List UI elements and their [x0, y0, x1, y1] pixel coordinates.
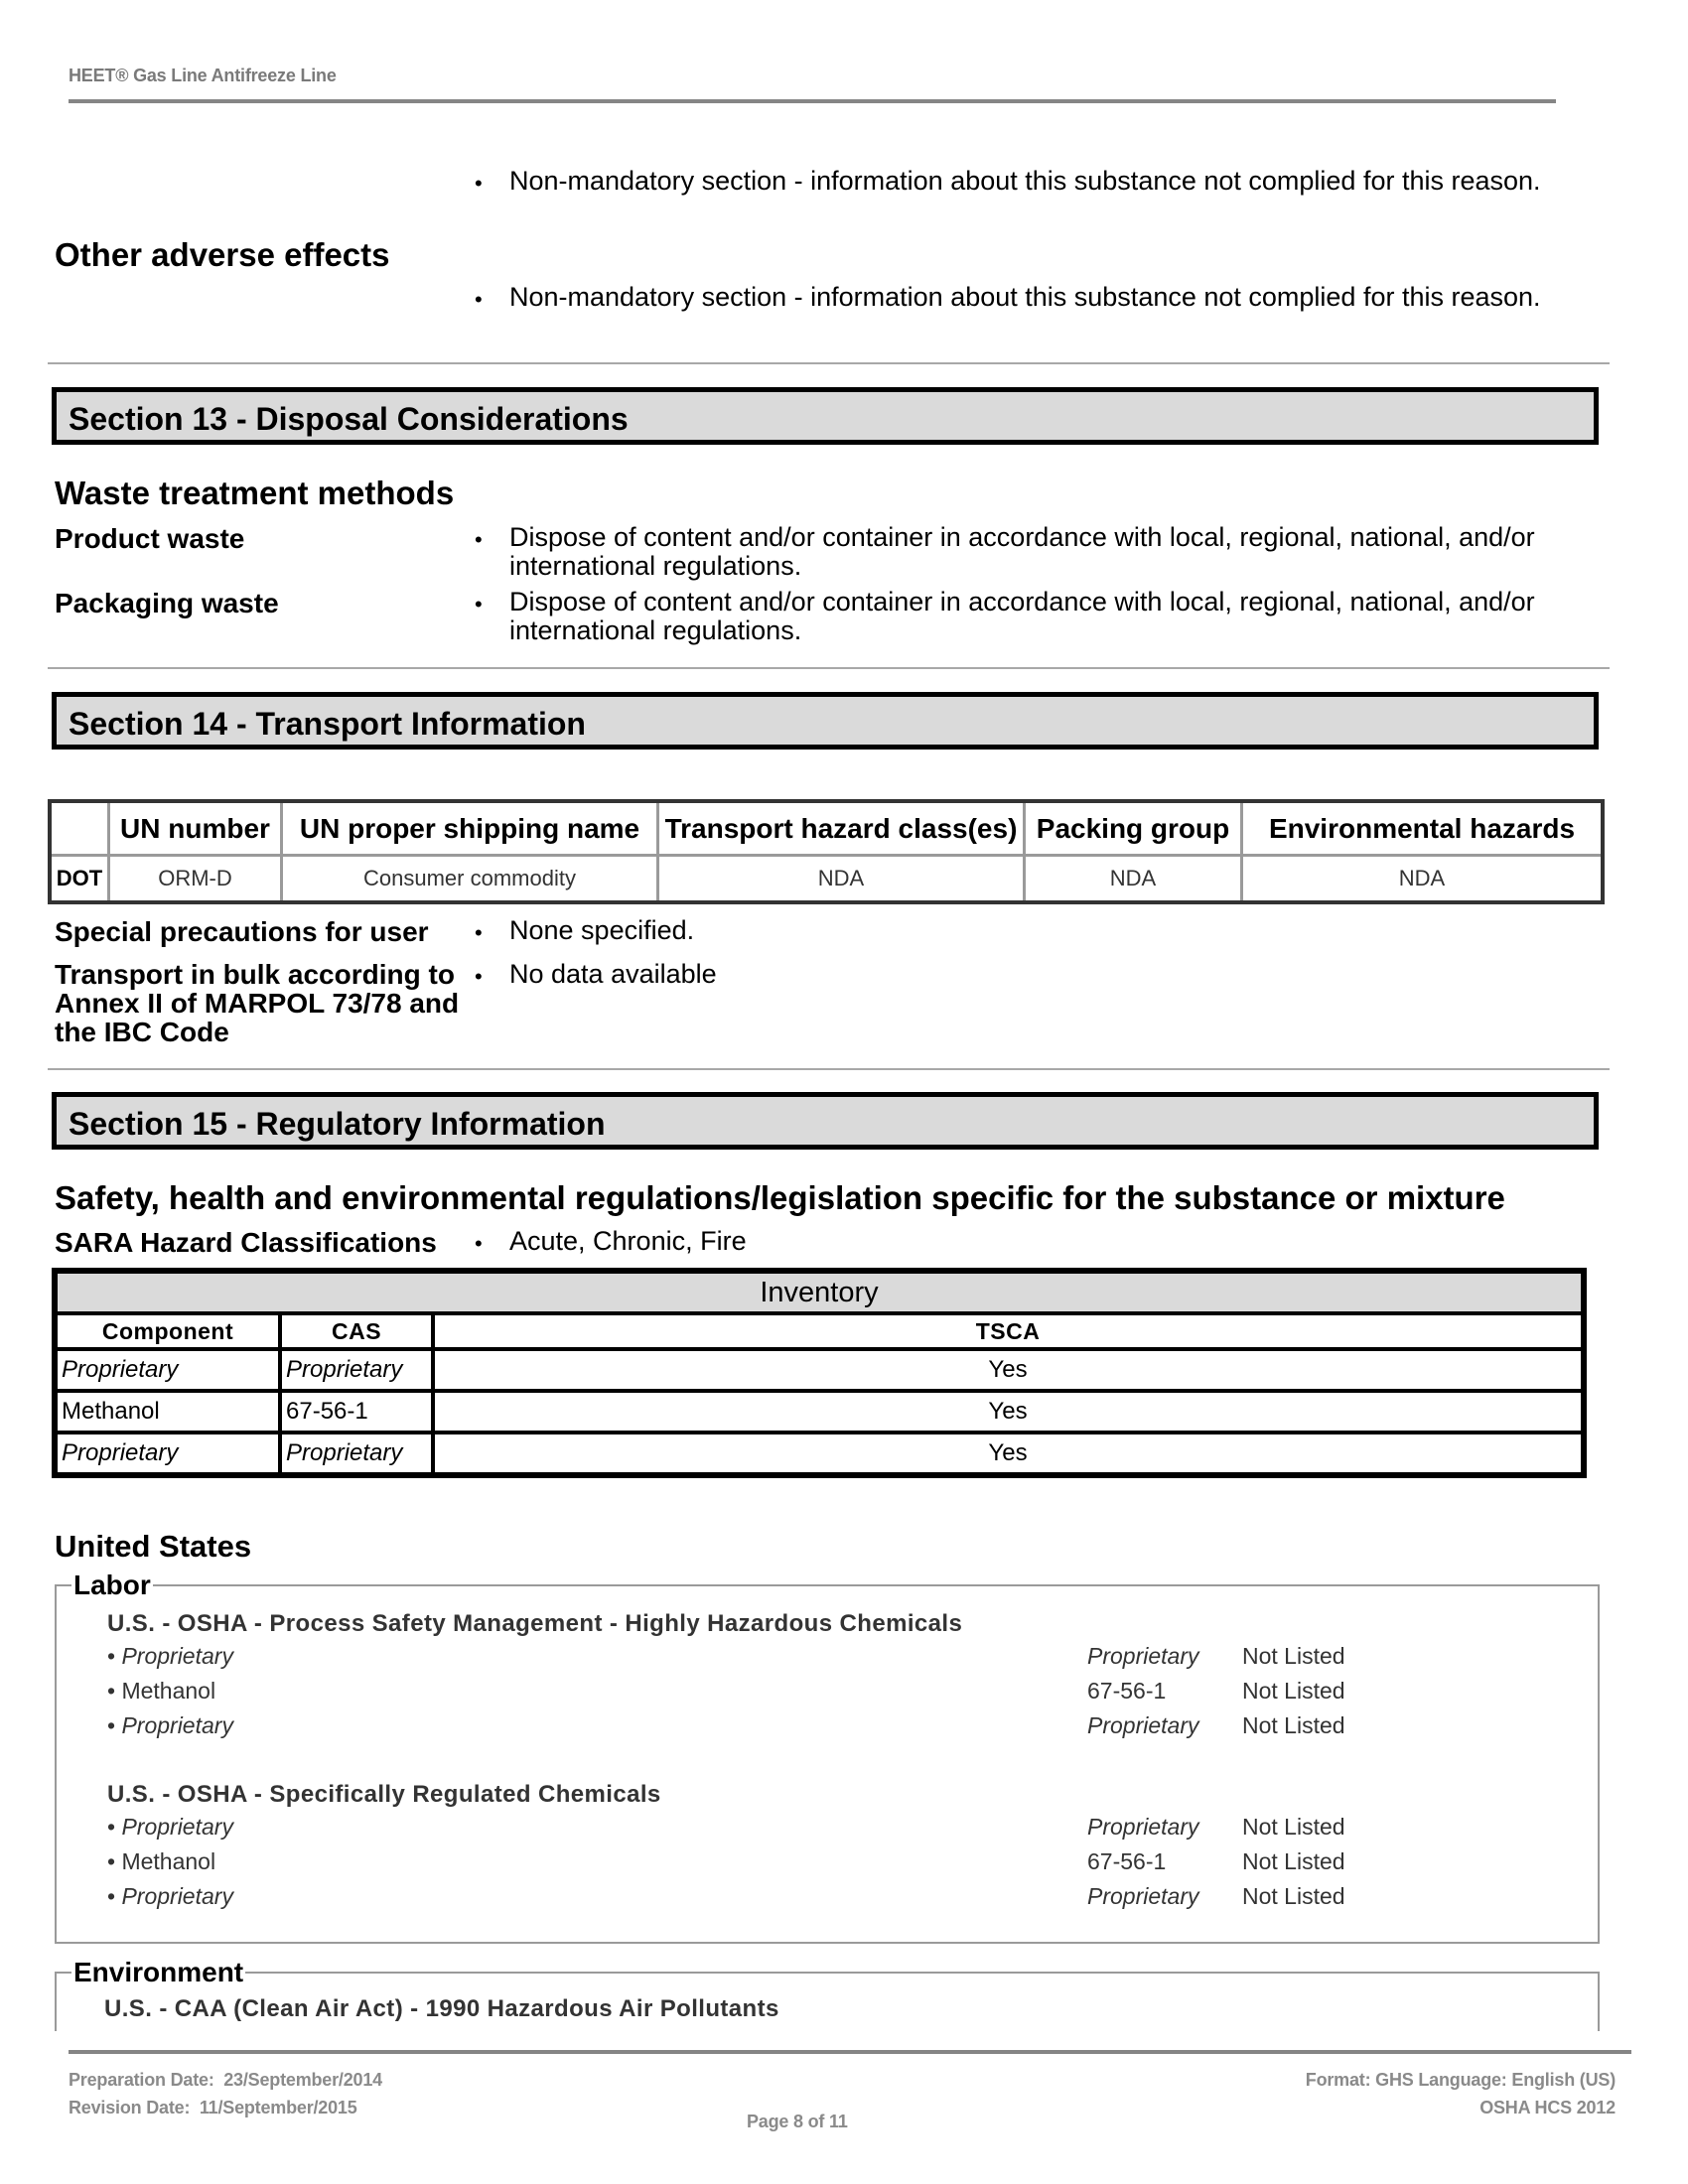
list-item: • Proprietary Proprietary Not Listed — [107, 1883, 1345, 1909]
regulations-heading: Safety, health and environmental regulations/legislation specific for the substance or mixture — [55, 1179, 1505, 1216]
product-waste-bullet: • Dispose of content and/or container in accordance with local, regional, national, and/or international regulations. — [475, 522, 1535, 581]
transport-bulk-bullet: • No data available — [475, 959, 717, 989]
section-14-title: Section 14 - Transport Information — [69, 706, 586, 742]
cas-cell: 67-56-1 — [280, 1391, 433, 1433]
page-number: Page 8 of 11 — [747, 2112, 848, 2131]
transport-table-header-row — [50, 801, 1603, 856]
bullet-icon: • — [107, 1712, 122, 1738]
inventory-title: Inventory — [55, 1271, 1584, 1313]
table-cell: NDA — [658, 856, 1025, 903]
section-14-header — [52, 692, 1599, 750]
special-precautions-bullet: • None specified. — [475, 915, 695, 945]
column-header: Environmental hazards — [1242, 801, 1604, 856]
packaging-waste-label: Packaging waste — [55, 588, 279, 618]
inventory-header-row — [55, 1313, 1584, 1349]
cas-cell: Proprietary — [280, 1349, 433, 1391]
adverse-effects-bullet-2: • Non-mandatory section - information about this substance not complied for this reason. — [475, 282, 1541, 312]
bullet-icon: • — [107, 1678, 122, 1704]
sara-label: SARA Hazard Classifications — [55, 1227, 437, 1258]
bullet-icon: • — [475, 1231, 483, 1256]
osha-psm-list — [107, 1643, 1497, 1747]
section-divider — [48, 1068, 1610, 1070]
list-item: • Methanol 67-56-1 Not Listed — [107, 1848, 1345, 1874]
bullet-icon: • — [107, 1883, 122, 1909]
united-states-heading: United States — [55, 1529, 252, 1564]
transport-table — [48, 799, 1605, 904]
section-divider — [48, 362, 1610, 364]
bullet-icon: • — [107, 1643, 122, 1669]
special-precautions-label: Special precautions for user — [55, 916, 429, 947]
column-header — [50, 801, 109, 856]
product-waste-label: Product waste — [55, 523, 245, 554]
component-cell: Proprietary — [55, 1433, 280, 1475]
component-cell: Methanol — [55, 1391, 280, 1433]
bullet-icon: • — [475, 287, 483, 312]
footer-divider — [69, 2050, 1631, 2054]
table-row — [50, 856, 1603, 903]
osha-src-title: U.S. - OSHA - Specifically Regulated Chemicals — [107, 1781, 661, 1808]
column-header: Component — [55, 1313, 280, 1349]
table-cell: ORM-D — [109, 856, 282, 903]
bullet-icon: • — [475, 920, 483, 945]
tsca-cell: Yes — [433, 1391, 1584, 1433]
bullet-icon: • — [475, 527, 483, 552]
table-row — [55, 1349, 1584, 1391]
environment-legend: Environment — [73, 1957, 244, 1987]
adverse-effects-bullet-1: • Non-mandatory section - information about this substance not complied for this reason. — [475, 166, 1541, 196]
component-cell: Proprietary — [55, 1349, 280, 1391]
format-language: Format: GHS Language: English (US) — [1305, 2070, 1616, 2090]
inventory-table — [52, 1268, 1587, 1478]
table-cell: NDA — [1242, 856, 1604, 903]
table-row — [55, 1433, 1584, 1475]
osha-psm-title: U.S. - OSHA - Process Safety Management - Highly Hazardous Chemicals — [107, 1610, 963, 1637]
tsca-cell: Yes — [433, 1349, 1584, 1391]
bullet-icon: • — [107, 1814, 122, 1840]
column-header: TSCA — [433, 1313, 1584, 1349]
section-divider — [48, 667, 1610, 669]
column-header: CAS — [280, 1313, 433, 1349]
table-cell: NDA — [1025, 856, 1242, 903]
list-item: • Proprietary Proprietary Not Listed — [107, 1814, 1345, 1840]
labor-legend: Labor — [73, 1570, 151, 1600]
column-header: Packing group — [1025, 801, 1242, 856]
column-header: UN proper shipping name — [282, 801, 658, 856]
tsca-cell: Yes — [433, 1433, 1584, 1475]
osha-src-list — [107, 1814, 1497, 1918]
list-item: • Methanol 67-56-1 Not Listed — [107, 1678, 1345, 1704]
section-15-header — [52, 1092, 1599, 1150]
document-header-title: HEET® Gas Line Antifreeze Line — [69, 66, 337, 85]
other-adverse-effects-label: Other adverse effects — [55, 236, 390, 273]
section-15-title: Section 15 - Regulatory Information — [69, 1106, 606, 1142]
packaging-waste-bullet: • Dispose of content and/or container in accordance with local, regional, national, and/or international regulations. — [475, 587, 1535, 645]
table-row — [55, 1391, 1584, 1433]
bullet-icon: • — [107, 1848, 122, 1874]
cas-cell: Proprietary — [280, 1433, 433, 1475]
column-header: Transport hazard class(es) — [658, 801, 1025, 856]
sara-bullet: • Acute, Chronic, Fire — [475, 1226, 747, 1256]
transport-bulk-label: Transport in bulk according to Annex II of MARPOL 73/78 and the IBC Code — [55, 959, 460, 1047]
section-13-title: Section 13 - Disposal Considerations — [69, 401, 629, 437]
waste-treatment-heading: Waste treatment methods — [55, 475, 455, 511]
table-cell: DOT — [50, 856, 109, 903]
column-header: UN number — [109, 801, 282, 856]
preparation-date: Preparation Date: 23/September/2014 — [69, 2070, 382, 2090]
list-item: • Proprietary Proprietary Not Listed — [107, 1643, 1345, 1669]
bullet-icon: • — [475, 592, 483, 616]
section-13-header — [52, 387, 1599, 445]
bullet-icon: • — [475, 964, 483, 989]
bullet-icon: • — [475, 171, 483, 196]
revision-date: Revision Date: 11/September/2015 — [69, 2098, 357, 2117]
header-divider — [69, 99, 1556, 103]
table-cell: Consumer commodity — [282, 856, 658, 903]
caa-hap-title: U.S. - CAA (Clean Air Act) - 1990 Hazardous Air Pollutants — [104, 1995, 779, 2022]
list-item: • Proprietary Proprietary Not Listed — [107, 1712, 1345, 1738]
regulation-standard: OSHA HCS 2012 — [1479, 2098, 1616, 2117]
